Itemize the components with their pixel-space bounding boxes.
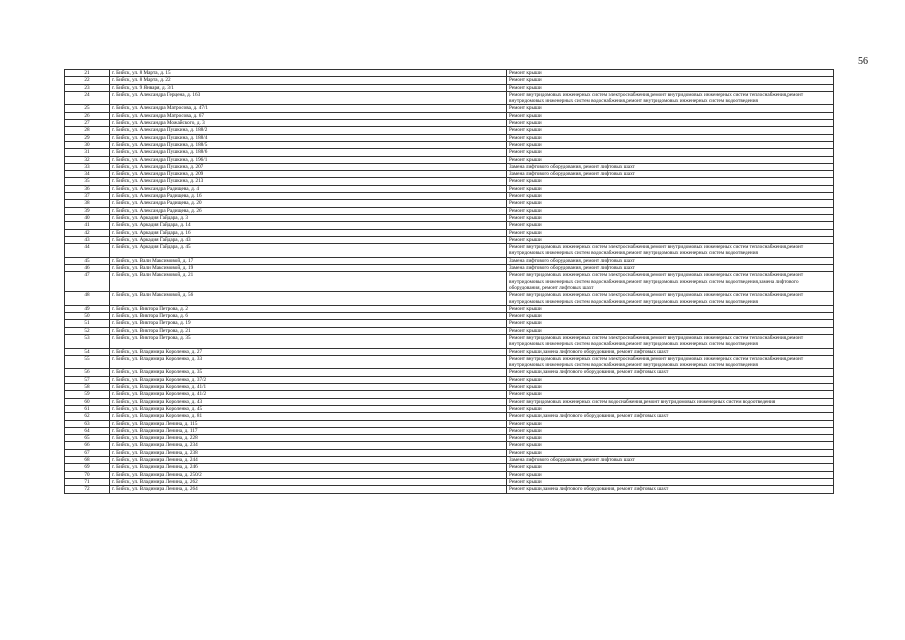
table-body — [65, 70, 834, 494]
table-row — [65, 272, 834, 292]
address-cell: г. Бийск, ул. Александра Матросова, д. 47/1 — [110, 105, 507, 112]
row-number-cell: 59 — [65, 391, 110, 398]
row-number-cell: 29 — [65, 134, 110, 141]
row-number-cell: 56 — [65, 369, 110, 376]
address-cell: г. Бийск, ул. Вали Максимовой, д. 21 — [110, 272, 507, 292]
table-row — [65, 257, 834, 264]
address-cell: г. Бийск, ул. Владимира Короленко, д. 35 — [110, 369, 507, 376]
work-type-cell: Ремонт крыши — [507, 120, 834, 127]
address-cell: г. Бийск, ул. Александра Герцена, д. 163 — [110, 91, 507, 105]
row-number-cell: 43 — [65, 236, 110, 243]
table-row — [65, 105, 834, 112]
address-cell: г. Бийск, ул. Владимира Ленина, д. 238 — [110, 449, 507, 456]
work-type-cell: Ремонт внутридомовых инженерных систем электроснабжения,ремонт внутридомовых инженерных систем теплоснабжения,ремонт внутридомовых инженерных систем водоснабжения,ремонт внутридомовых инженерных систем водоотведения — [507, 91, 834, 105]
table-row — [65, 320, 834, 327]
row-number-cell: 45 — [65, 257, 110, 264]
table-row — [65, 348, 834, 355]
work-type-cell: Ремонт крыши — [507, 471, 834, 478]
address-cell: г. Бийск, ул. Владимира Ленина, д. 262 — [110, 478, 507, 485]
work-type-cell: Ремонт крыши — [507, 420, 834, 427]
work-type-cell: Ремонт крыши — [507, 236, 834, 243]
table-row — [65, 449, 834, 456]
row-number-cell: 62 — [65, 413, 110, 420]
table-row — [65, 471, 834, 478]
address-cell: г. Бийск, ул. Владимира Короленко, д. 41/2 — [110, 391, 507, 398]
row-number-cell: 41 — [65, 222, 110, 229]
work-type-cell: Ремонт крыши — [507, 427, 834, 434]
address-cell: г. Бийск, ул. 8 Марта, д. 22 — [110, 77, 507, 84]
address-cell: г. Бийск, ул. Владимира Ленина, д. 117 — [110, 427, 507, 434]
address-cell: г. Бийск, ул. Владимира Ленина, д. 244 — [110, 457, 507, 464]
work-type-cell: Ремонт крыши — [507, 77, 834, 84]
row-number-cell: 63 — [65, 420, 110, 427]
work-type-cell: Ремонт крыши — [507, 214, 834, 221]
row-number-cell: 51 — [65, 320, 110, 327]
work-type-cell: Ремонт крыши — [507, 391, 834, 398]
work-type-cell: Ремонт крыши — [507, 384, 834, 391]
row-number-cell: 55 — [65, 355, 110, 369]
work-type-cell: Ремонт крыши — [507, 127, 834, 134]
table-row — [65, 185, 834, 192]
table-row — [65, 292, 834, 306]
work-type-cell: Ремонт крыши,замена лифтового оборудования, ремонт лифтовых шахт — [507, 413, 834, 420]
table-row — [65, 163, 834, 170]
address-cell: г. Бийск, ул. Владимира Ленина, д. 264 — [110, 486, 507, 493]
row-number-cell: 35 — [65, 178, 110, 185]
table-row — [65, 457, 834, 464]
address-cell: г. Бийск, ул. Вали Максимовой, д. 19 — [110, 265, 507, 272]
work-type-cell: Ремонт крыши — [507, 178, 834, 185]
row-number-cell: 69 — [65, 464, 110, 471]
row-number-cell: 61 — [65, 405, 110, 412]
work-type-cell: Ремонт крыши — [507, 313, 834, 320]
address-cell: г. Бийск, ул. Александра Пушкина, д. 188/5 — [110, 141, 507, 148]
row-number-cell: 58 — [65, 384, 110, 391]
address-cell: г. Бийск, ул. Владимира Ленина, д. 250/2 — [110, 471, 507, 478]
address-cell: г. Бийск, ул. Владимира Короленко, д. 41/1 — [110, 384, 507, 391]
table-row — [65, 112, 834, 119]
table-row — [65, 435, 834, 442]
address-cell: г. Бийск, ул. Александра Пушкина, д. 188/6 — [110, 149, 507, 156]
row-number-cell: 54 — [65, 348, 110, 355]
row-number-cell: 46 — [65, 265, 110, 272]
row-number-cell: 23 — [65, 84, 110, 91]
work-type-cell: Ремонт крыши — [507, 327, 834, 334]
table-row — [65, 305, 834, 312]
work-type-cell: Ремонт крыши — [507, 185, 834, 192]
work-type-cell: Ремонт крыши — [507, 464, 834, 471]
address-cell: г. Бийск, ул. Владимира Ленина, д. 228 — [110, 435, 507, 442]
table-row — [65, 149, 834, 156]
table-row — [65, 127, 834, 134]
work-type-cell: Ремонт крыши — [507, 105, 834, 112]
row-number-cell: 34 — [65, 171, 110, 178]
row-number-cell: 53 — [65, 334, 110, 348]
work-type-cell: Ремонт крыши — [507, 112, 834, 119]
work-type-cell: Ремонт крыши — [507, 305, 834, 312]
table-row — [65, 442, 834, 449]
work-type-cell: Ремонт крыши — [507, 222, 834, 229]
address-cell: г. Бийск, ул. Александра Радищева, д. 26 — [110, 207, 507, 214]
address-cell: г. Бийск, ул. Александра Пушкина, д. 188/4 — [110, 134, 507, 141]
work-type-cell: Ремонт крыши,замена лифтового оборудования, ремонт лифтовых шахт — [507, 486, 834, 493]
row-number-cell: 22 — [65, 77, 110, 84]
row-number-cell: 57 — [65, 376, 110, 383]
row-number-cell: 30 — [65, 141, 110, 148]
table-row — [65, 134, 834, 141]
address-cell: г. Бийск, ул. Аркадия Гайдара, д. 3 — [110, 214, 507, 221]
table-row — [65, 391, 834, 398]
row-number-cell: 72 — [65, 486, 110, 493]
table-row — [65, 376, 834, 383]
work-type-cell: Ремонт крыши — [507, 229, 834, 236]
table-row — [65, 141, 834, 148]
address-cell: г. Бийск, ул. Виктора Петрова, д. 35 — [110, 334, 507, 348]
address-cell: г. Бийск, ул. Виктора Петрова, д. 6 — [110, 313, 507, 320]
table-row — [65, 369, 834, 376]
work-type-cell: Ремонт крыши,замена лифтового оборудования, ремонт лифтовых шахт — [507, 369, 834, 376]
row-number-cell: 68 — [65, 457, 110, 464]
row-number-cell: 39 — [65, 207, 110, 214]
row-number-cell: 44 — [65, 244, 110, 258]
work-type-cell: Ремонт крыши — [507, 478, 834, 485]
address-cell: г. Бийск, ул. Александра Радищева, д. 16 — [110, 193, 507, 200]
table-row — [65, 171, 834, 178]
table-row — [65, 120, 834, 127]
work-type-cell: Ремонт крыши — [507, 193, 834, 200]
address-cell: г. Бийск, ул. Владимира Ленина, д. 115 — [110, 420, 507, 427]
address-cell: г. Бийск, ул. Владимира Ленина, д. 246 — [110, 464, 507, 471]
address-cell: г. Бийск, ул. Александра Пушкина, д. 207 — [110, 163, 507, 170]
table-row — [65, 207, 834, 214]
work-type-cell: Ремонт крыши — [507, 207, 834, 214]
table-row — [65, 229, 834, 236]
table-row — [65, 398, 834, 405]
address-cell: г. Бийск, ул. Владимира Короленко, д. 27 — [110, 348, 507, 355]
table-row — [65, 334, 834, 348]
table-row — [65, 413, 834, 420]
address-cell: г. Бийск, ул. Александра Можайского, д. 3 — [110, 120, 507, 127]
row-number-cell: 36 — [65, 185, 110, 192]
table-row — [65, 244, 834, 258]
address-cell: г. Бийск, ул. Аркадия Гайдара, д. 16 — [110, 229, 507, 236]
address-cell: г. Бийск, ул. 9 Января, д. 3/1 — [110, 84, 507, 91]
work-type-cell: Ремонт крыши,замена лифтового оборудования, ремонт лифтовых шахт — [507, 348, 834, 355]
table-row — [65, 222, 834, 229]
row-number-cell: 60 — [65, 398, 110, 405]
work-type-cell: Ремонт внутридомовых инженерных систем электроснабжения,ремонт внутридомовых инженерных систем теплоснабжения,ремонт внутридомовых инженерных систем водоснабжения,ремонт внутридомовых инженерных систем водоотведения — [507, 244, 834, 258]
address-cell: г. Бийск, ул. 8 Марта, д. 15 — [110, 70, 507, 77]
address-cell: г. Бийск, ул. Владимира Короленко, д. 43 — [110, 398, 507, 405]
table-row — [65, 327, 834, 334]
work-type-cell: Ремонт крыши — [507, 435, 834, 442]
row-number-cell: 25 — [65, 105, 110, 112]
table-row — [65, 193, 834, 200]
address-cell: г. Бийск, ул. Аркадия Гайдара, д. 14 — [110, 222, 507, 229]
work-type-cell: Ремонт внутридомовых инженерных систем электроснабжения,ремонт внутридомовых инженерных систем теплоснабжения,ремонт внутридомовых инженерных систем водоснабжения,ремонт внутридомовых инженерных систем водоотведения — [507, 292, 834, 306]
work-type-cell: Замена лифтового оборудования, ремонт лифтовых шахт — [507, 163, 834, 170]
row-number-cell: 21 — [65, 70, 110, 77]
address-cell: г. Бийск, ул. Владимира Короленко, д. 33 — [110, 355, 507, 369]
work-type-cell: Ремонт крыши — [507, 320, 834, 327]
address-cell: г. Бийск, ул. Александра Радищева, д. 20 — [110, 200, 507, 207]
address-cell: г. Бийск, ул. Аркадия Гайдара, д. 45 — [110, 244, 507, 258]
table-row — [65, 478, 834, 485]
table-row — [65, 427, 834, 434]
table-row — [65, 200, 834, 207]
table-row — [65, 420, 834, 427]
address-cell: г. Бийск, ул. Владимира Короленко, д. 81 — [110, 413, 507, 420]
table-row — [65, 84, 834, 91]
work-type-cell: Ремонт крыши — [507, 449, 834, 456]
table-row — [65, 405, 834, 412]
row-number-cell: 50 — [65, 313, 110, 320]
work-type-cell: Ремонт крыши — [507, 200, 834, 207]
row-number-cell: 71 — [65, 478, 110, 485]
table-row — [65, 70, 834, 77]
work-type-cell: Замена лифтового оборудования, ремонт лифтовых шахт — [507, 257, 834, 264]
table-row — [65, 355, 834, 369]
address-cell: г. Бийск, ул. Виктора Петрова, д. 19 — [110, 320, 507, 327]
row-number-cell: 52 — [65, 327, 110, 334]
row-number-cell: 32 — [65, 156, 110, 163]
row-number-cell: 33 — [65, 163, 110, 170]
work-type-cell: Замена лифтового оборудования, ремонт лифтовых шахт — [507, 171, 834, 178]
row-number-cell: 70 — [65, 471, 110, 478]
row-number-cell: 66 — [65, 442, 110, 449]
row-number-cell: 31 — [65, 149, 110, 156]
page-number: 56 — [858, 56, 868, 67]
row-number-cell: 67 — [65, 449, 110, 456]
address-cell: г. Бийск, ул. Виктора Петрова, д. 2 — [110, 305, 507, 312]
address-cell: г. Бийск, ул. Вали Максимовой, д. 17 — [110, 257, 507, 264]
address-cell: г. Бийск, ул. Виктора Петрова, д. 21 — [110, 327, 507, 334]
address-cell: г. Бийск, ул. Александра Матросова, д. 67 — [110, 112, 507, 119]
work-type-cell: Ремонт крыши — [507, 376, 834, 383]
table-row — [65, 313, 834, 320]
address-cell: г. Бийск, ул. Владимира Короленко, д. 45 — [110, 405, 507, 412]
table-row — [65, 91, 834, 105]
table-row — [65, 214, 834, 221]
row-number-cell: 48 — [65, 292, 110, 306]
row-number-cell: 47 — [65, 272, 110, 292]
table-row — [65, 486, 834, 493]
work-type-cell: Ремонт крыши — [507, 156, 834, 163]
repair-table — [64, 69, 834, 494]
row-number-cell: 38 — [65, 200, 110, 207]
work-type-cell: Ремонт крыши — [507, 442, 834, 449]
work-type-cell: Ремонт крыши — [507, 149, 834, 156]
address-cell: г. Бийск, ул. Аркадия Гайдара, д. 43 — [110, 236, 507, 243]
work-type-cell: Ремонт крыши — [507, 141, 834, 148]
table-row — [65, 178, 834, 185]
table-row — [65, 464, 834, 471]
address-cell: г. Бийск, ул. Александра Пушкина, д. 213 — [110, 178, 507, 185]
table-row — [65, 77, 834, 84]
address-cell: г. Бийск, ул. Вали Максимовой, д. 56 — [110, 292, 507, 306]
row-number-cell: 64 — [65, 427, 110, 434]
row-number-cell: 27 — [65, 120, 110, 127]
row-number-cell: 49 — [65, 305, 110, 312]
work-type-cell: Ремонт крыши — [507, 134, 834, 141]
row-number-cell: 40 — [65, 214, 110, 221]
address-cell: г. Бийск, ул. Александра Радищева, д. 4 — [110, 185, 507, 192]
table-row — [65, 236, 834, 243]
work-type-cell: Ремонт внутридомовых инженерных систем водоснабжения,ремонт внутридомовых инженерных систем водоотведения — [507, 398, 834, 405]
row-number-cell: 26 — [65, 112, 110, 119]
address-cell: г. Бийск, ул. Александра Пушкина, д. 188/2 — [110, 127, 507, 134]
row-number-cell: 28 — [65, 127, 110, 134]
row-number-cell: 37 — [65, 193, 110, 200]
address-cell: г. Бийск, ул. Александра Пушкина, д. 209 — [110, 171, 507, 178]
address-cell: г. Бийск, ул. Александра Пушкина, д. 196/1 — [110, 156, 507, 163]
table-row — [65, 384, 834, 391]
work-type-cell: Ремонт крыши — [507, 84, 834, 91]
table-row — [65, 156, 834, 163]
row-number-cell: 24 — [65, 91, 110, 105]
work-type-cell: Ремонт внутридомовых инженерных систем электроснабжения,ремонт внутридомовых инженерных систем теплоснабжения,ремонт внутридомовых инженерных систем водоснабжения,ремонт внутридомовых инженерных систем водоотведения,замена лифтового оборудования, ремонт лифтовых шахт — [507, 272, 834, 292]
work-type-cell: Замена лифтового оборудования, ремонт лифтовых шахт — [507, 457, 834, 464]
work-type-cell: Ремонт внутридомовых инженерных систем электроснабжения,ремонт внутридомовых инженерных систем теплоснабжения,ремонт внутридомовых инженерных систем водоснабжения,ремонт внутридомовых инженерных систем водоотведения — [507, 334, 834, 348]
address-cell: г. Бийск, ул. Владимира Короленко, д. 37/2 — [110, 376, 507, 383]
row-number-cell: 42 — [65, 229, 110, 236]
table-row — [65, 265, 834, 272]
work-type-cell: Ремонт внутридомовых инженерных систем электроснабжения,ремонт внутридомовых инженерных систем теплоснабжения,ремонт внутридомовых инженерных систем водоснабжения,ремонт внутридомовых инженерных систем водоотведения — [507, 355, 834, 369]
work-type-cell: Замена лифтового оборудования, ремонт лифтовых шахт — [507, 265, 834, 272]
address-cell: г. Бийск, ул. Владимира Ленина, д. 234 — [110, 442, 507, 449]
work-type-cell: Ремонт крыши — [507, 405, 834, 412]
row-number-cell: 65 — [65, 435, 110, 442]
work-type-cell: Ремонт крыши — [507, 70, 834, 77]
